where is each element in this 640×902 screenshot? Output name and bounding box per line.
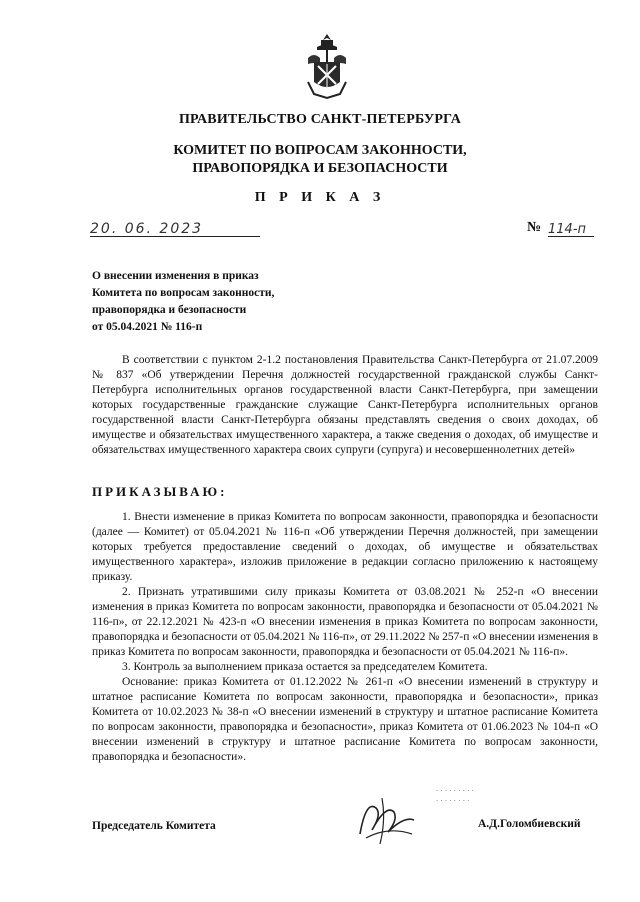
subject-line1: О внесении изменения в приказ <box>92 270 259 282</box>
number-field <box>548 220 594 237</box>
coat-of-arms-emblem <box>302 32 352 100</box>
handwritten-signature <box>352 790 422 848</box>
registration-stamp: · · · · · · · · · · · · · · · · · <box>436 787 474 805</box>
date-value: 20. 06. 2023 <box>90 221 204 237</box>
signer-name: А.Д.Голомбиевский <box>478 818 581 830</box>
order-item-3: 3. Контроль за выполнением приказа остается за председателем Комитета. <box>122 661 488 673</box>
subject-line2: Комитета по вопросам законности, <box>92 287 275 299</box>
date-field <box>90 220 260 237</box>
preamble-text: В соответствии с пунктом 2-1.2 постановления Правительства Санкт-Петербурга от 21.07.2009 № 837 «Об утверждении Перечня должностей государственной гражданской службы Санкт-Петербурга исполнительных органов государственной власти Санкт-Петербурга, при замещении которых государственные гражданские служащие Санкт-Петербурга исполнительных органов государственной власти Санкт-Петербурга обязаны представлять сведения о своих доходах, об имуществе и обязательствах имущественного характера, а также сведения о доходах, об имуществе и обязательствах имущественного характера своих супруги (супруга) и несовершеннолетних детей» <box>92 354 598 456</box>
order-item-2: 2. Признать утратившими силу приказы Комитета от 03.08.2021 № 252-п «О внесении изменения в приказ Комитета по вопросам законности, правопорядка и безопасности от 05.04.2021 № 116-п», от 22.12.2021 № 423-п «О внесении изменения в приказ Комитета по вопросам законности, правопорядка и безопасности от 05.04.2021 № 116-п», от 29.11.2022 № 257-п «О внесении изменения в приказ Комитета по вопросам законности, правопорядка и безопасности от 05.04.2021 № 116-п». <box>92 586 598 658</box>
order-item-1: 1. Внести изменение в приказ Комитета по вопросам законности, правопорядка и безопасности (далее — Комитет) от 05.04.2021 № 116-п «Об утверждении Перечня должностей, при замещении которых требуется предоставление сведений о доходах, об имуществе и обязательствах имущественного характера», изложив приложение в редакции согласно приложению к настоящему приказу. <box>92 511 598 583</box>
preamble <box>92 353 598 458</box>
document-type: П Р И К А З <box>254 190 386 205</box>
signer-title: Председатель Комитета <box>92 820 216 832</box>
subject-block <box>92 268 332 336</box>
committee-title-line2: ПРАВОПОРЯДКА И БЕЗОПАСНОСТИ <box>192 161 448 176</box>
subject-line4: от 05.04.2021 № 116-п <box>92 321 203 333</box>
order-items <box>92 510 598 765</box>
number-value: 114-п <box>548 222 587 237</box>
order-word: ПРИКАЗЫВАЮ: <box>92 484 228 499</box>
committee-title <box>0 142 640 178</box>
committee-title-line1: КОМИТЕТ ПО ВОПРОСАМ ЗАКОННОСТИ, <box>173 143 467 158</box>
subject-line3: правопорядка и безопасности <box>92 304 247 316</box>
government-title: ПРАВИТЕЛЬСТВО САНКТ-ПЕТЕРБУРГА <box>178 112 462 127</box>
order-basis: Основание: приказ Комитета от 01.12.2022 № 261-п «О внесении изменений в структуру и штатное расписание Комитета по вопросам законности, правопорядка и безопасности», приказ Комитета от 10.02.2023 № 38-п «О внесении изменений в структуру и штатное расписание Комитета по вопросам законности, правопорядка и безопасности», приказ Комитета от 01.06.2023 № 104-п «О внесении изменений в структуру и штатное расписание Комитета по вопросам законности, правопорядка и безопасности». <box>92 676 598 763</box>
number-label: № <box>527 220 542 235</box>
